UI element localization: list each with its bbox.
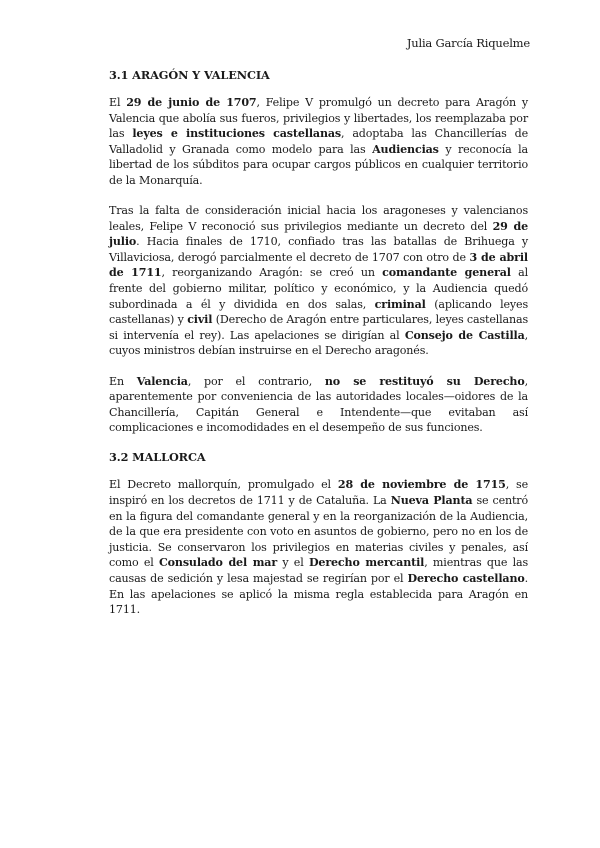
bold-text: 28 de noviembre de 1715 [337,478,506,492]
bold-text: no se restituyó su Derecho [324,374,525,388]
section-title: 3.1 ARAGÓN Y VALENCIA [109,68,270,82]
bold-text: 3 de abril de 1711 [109,250,528,280]
bold-text: Consulado del mar [158,556,278,570]
bold-text: comandante general [382,266,511,280]
text-run: , aparentemente por conveniencia de las autoridades locales—oidores de la Chancillería, Capitán General e Intendente—que evitaban así complicaciones e incomodidades en el desempeño de sus funciones. [109,374,528,435]
text-run: , cuyos ministros debían instruirse en el Derecho aragonés. [109,328,529,358]
bold-text: Derecho mercantil [308,556,425,570]
text-run: En [109,374,137,388]
section-title: 3.2 MALLORCA [109,450,206,465]
text-run: , Felipe V promulgó un decreto para Aragón y Valencia que abolía sus fueros, privilegios y libertades, los reemplazaba por las [109,96,528,141]
text-run: , adoptaba las Chancillerías de Valladolid y Granada como modelo para las [109,127,528,156]
paragraph [109,203,528,359]
bold-text: Valencia [136,374,188,388]
text-run: El Decreto mallorquín, promulgado el [109,478,338,492]
text-run: , reorganizando Aragón: se creó un [161,266,383,280]
text-run: , se inspiró en los decretos de 1711 y de Cataluña. La [109,478,528,507]
bold-text: Derecho castellano [407,571,525,585]
bold-text: leyes e instituciones castellanas [132,127,342,141]
section-aragon-valencia [109,68,528,436]
paragraph [109,95,528,189]
bold-text: civil [187,313,213,327]
paragraph [109,477,528,617]
text-run: y el [277,556,309,570]
text-run: El [109,96,127,109]
bold-text: Consejo de Castilla [404,328,525,342]
text-run: (Derecho de Aragón entre particulares, leyes castellanas si intervenía el rey). Las apelaciones se dirigían al [109,313,528,342]
paragraph [109,374,528,436]
bold-text: criminal [374,297,426,311]
text-run: Tras la falta de consideración inicial hacia los aragoneses y valencianos leales, Felipe V reconoció sus privilegios mediante un decreto del [109,204,528,233]
text-run: , por el contrario, [187,374,325,388]
text-run: (aplicando leyes castellanas) y [109,297,528,327]
text-run: y reconocía la libertad de los súbditos para ocupar cargos públicos en cualquier territorio de la Monarquía. [109,142,529,187]
bold-text: 29 de julio [109,219,528,249]
text-run: . En las apelaciones se aplicó la misma regla establecida para Aragón en 1711. [109,571,528,617]
text-run: . Hacia finales de 1710, confiado tras las batallas de Brihuega y Villaviciosa, derogó parcialmente el decreto de 1707 con otro de [109,235,528,264]
document-body [109,68,528,632]
header-author: Julia García Riquelme [406,36,530,50]
text-run: , mientras que las causas de sedición y lesa majestad se regirían por el [109,556,528,585]
text-run: se centró en la figura del comandante general y en la reorganización de la Audiencia, de la que era presidente con voto en asuntos de gobierno, pero no en los de justicia. Se conservaron los privilegios en materias civiles y penales, así como el [109,493,528,570]
section-mallorca [109,450,528,617]
bold-text: Audiencias [372,142,439,156]
text-run: al frente del gobierno militar, político y económico, y la Audiencia quedó subordinada a él y dividida en dos salas, [109,266,528,311]
bold-text: 29 de junio de 1707 [126,96,257,109]
bold-text: Nueva Planta [390,493,473,507]
